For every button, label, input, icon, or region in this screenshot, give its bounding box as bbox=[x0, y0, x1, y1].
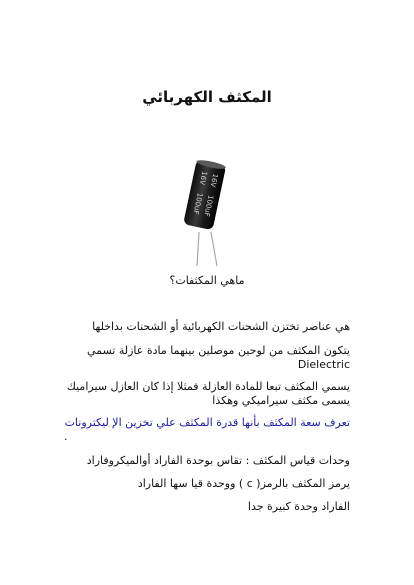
paragraph-naming: يسمي المكثف تبعا للمادة العازلة فمثلا إذا كان العازل سيراميك يسمى مكثف سيراميكي وهكذا bbox=[66, 380, 350, 407]
paragraph-symbol: يرمز المكثف بالرمز( c ) ووحدة قيا سها الفاراد bbox=[137, 477, 350, 490]
capacitor-lead-right bbox=[211, 232, 217, 266]
capacitor-voltage-left: 16V bbox=[197, 170, 209, 186]
capacitor-body bbox=[183, 159, 226, 230]
document-title: المكثف الكهربائي bbox=[142, 88, 272, 106]
paragraph-capacitance-dot: . bbox=[64, 430, 68, 443]
paragraph-capacitance-text: تعرف سعة المكثف بأنها قدرة المكثف علي تخزين الإ ليكترونات bbox=[64, 416, 350, 429]
capacitor-voltage-right: 16V bbox=[208, 172, 220, 188]
paragraph-units: وحدات قياس المكثف : تقاس بوحدة الفاراد أوالميكروفاراد bbox=[86, 454, 350, 467]
paragraph-farad: الفاراد وحدة كبيرة جدا bbox=[247, 500, 350, 513]
paragraph-capacitance bbox=[64, 416, 350, 444]
paragraph-definition: هي عناصر تختزن الشحنات الكهربائية أو الشحنات بداخلها bbox=[92, 320, 350, 333]
capacitor-lead-left bbox=[197, 232, 199, 266]
capacitor-value-right: 100uF bbox=[202, 194, 215, 218]
capacitor-image bbox=[175, 158, 235, 268]
dielectric-term: Dielectric bbox=[297, 358, 350, 371]
capacitor-value-left: 100uF bbox=[191, 192, 204, 216]
question-heading: ماهي المكثفات؟ bbox=[169, 274, 245, 287]
paragraph-structure-text: يتكون المكثف من لوحين موصلين بينهما مادة عازلة تسمي bbox=[86, 344, 350, 357]
paragraph-structure bbox=[64, 344, 350, 372]
